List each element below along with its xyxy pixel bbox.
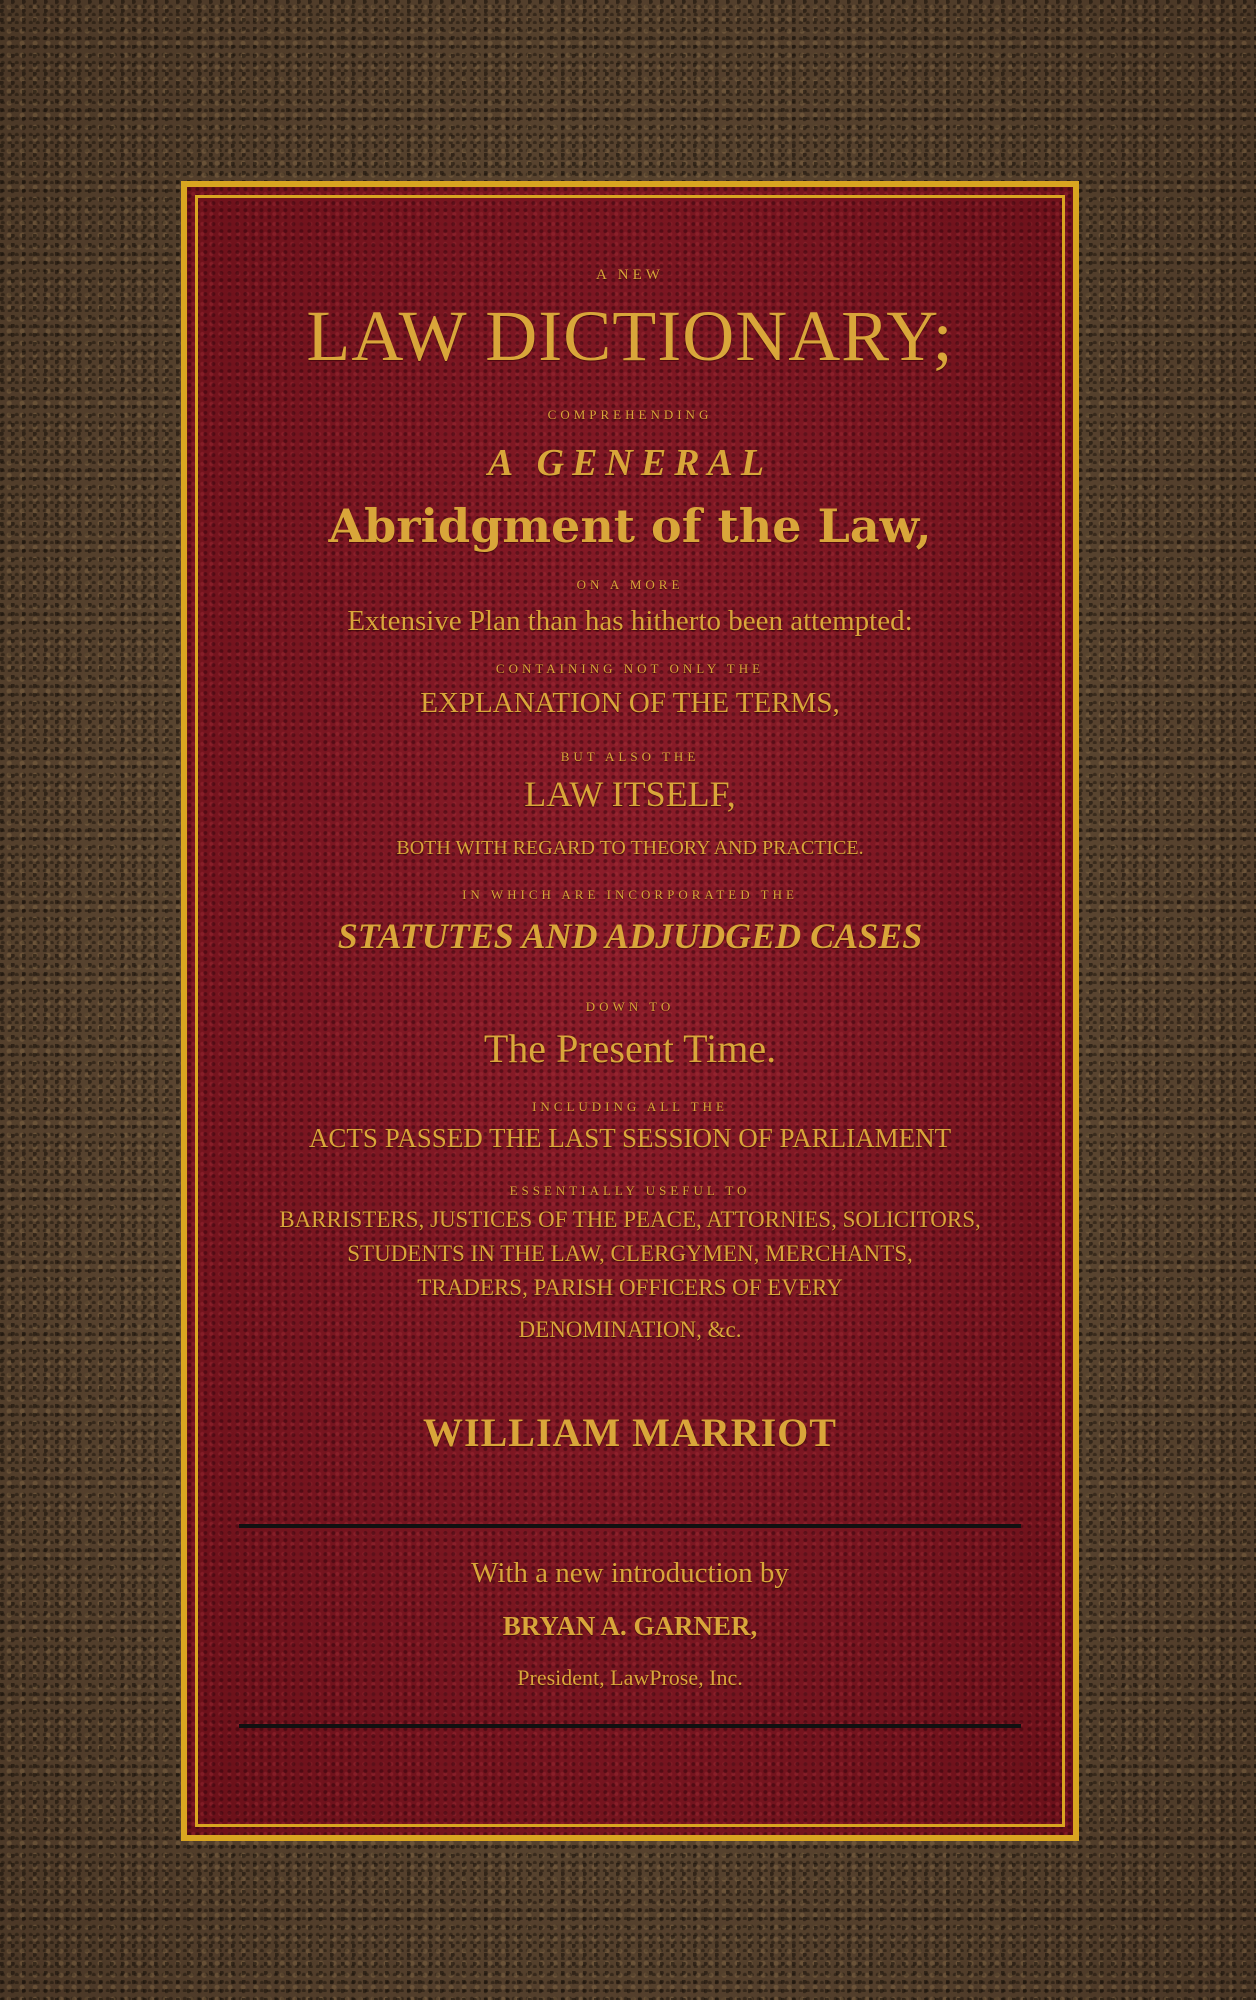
statutes-text: STATUTES AND ADJUDGED CASES [337,916,923,956]
audience-line-1: BARRISTERS, JUSTICES OF THE PEACE, ATTORNIES, SOLICITORS, [279,1207,981,1232]
present-time-text: The Present Time. [483,1026,777,1071]
comprehending-text: COMPREHENDING [547,407,713,422]
a-new-text: A NEW [596,267,664,283]
extensive-plan-text: Extensive Plan than has hitherto been attempted: [347,605,913,637]
including-text: INCLUDING ALL THE [532,1099,728,1114]
explanation-text: EXPLANATION OF THE TERMS, [420,687,840,719]
intro-by-text: With a new introduction by [471,1557,789,1589]
book-title: LAW DICTIONARY; [306,296,954,376]
cover-text [187,187,1073,1835]
down-to-text: DOWN TO [585,999,675,1014]
intro-author-name: BRYAN A. GARNER, [502,1611,758,1641]
audience-line-2: STUDENTS IN THE LAW, CLERGYMEN, MERCHANTS, [347,1241,913,1266]
audience-line-3: TRADERS, PARISH OFFICERS OF EVERY [417,1275,843,1300]
a-general-text: A GENERAL [487,442,773,484]
divider-top [239,1524,1021,1528]
abridgment-text: Abridgment of the Law, [328,499,932,553]
author-name: WILLIAM MARRIOT [423,1410,837,1455]
intro-author-title: President, LawProse, Inc. [517,1665,743,1690]
divider-bottom [239,1724,1021,1728]
title-panel [181,181,1079,1841]
acts-passed-text: ACTS PASSED THE LAST SESSION OF PARLIAMENT [308,1123,952,1153]
theory-practice-text: BOTH WITH REGARD TO THEORY AND PRACTICE. [396,837,864,859]
containing-text: CONTAINING NOT ONLY THE [495,661,765,676]
audience-line-4: DENOMINATION, &c. [518,1317,742,1342]
on-a-more-text: ON A MORE [576,577,684,592]
but-also-text: BUT ALSO THE [560,749,700,764]
useful-to-text: ESSENTIALLY USEFUL TO [509,1183,751,1198]
incorporated-text: IN WHICH ARE INCORPORATED THE [462,887,798,902]
law-itself-text: LAW ITSELF, [524,774,736,814]
